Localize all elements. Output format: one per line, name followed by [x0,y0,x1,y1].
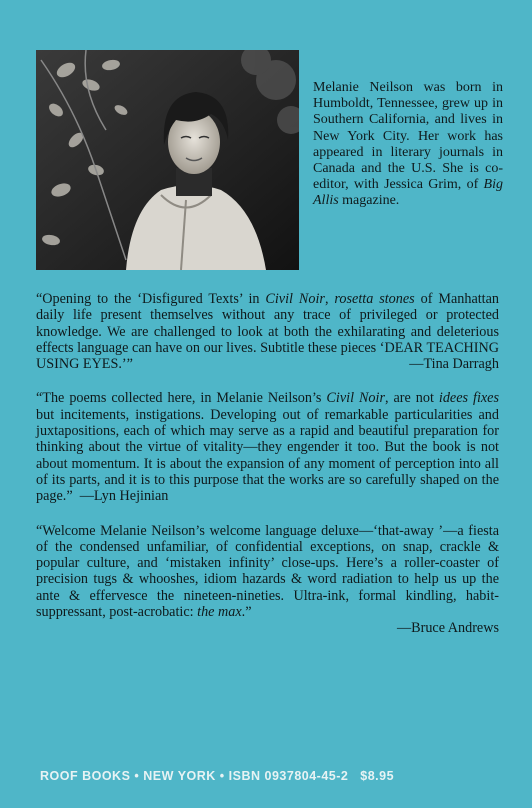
quote-attribution: —Tina Darragh [409,356,499,373]
footer-separator: • [219,769,225,783]
quote-text: “Welcome Melanie Neilson’s welcome language deluxe—‘that-away ’—a fiesta of the condensed unfamiliar, of confidential exceptions, on snap, crackle & popular culture, and ‘mistaken infinity’ close-ups. Here’s a roller-coaster of precision tugs & whooshes, idiom hazards & word radiation to help us up the ante & effervesce the nineteen-nineties. Ultra-ink, formal kindling, habit-suppressant, post-acrobatic: the max.” [36,522,499,621]
bio-magazine-title: Big Allis [313,177,503,209]
publisher-city: NEW YORK [143,769,216,783]
blurb-hejinian [36,390,499,504]
bio-text: Melanie Neilson was born in Humboldt, Tennessee, grew up in Southern California, and lives in New York City. Her work has appeared in literary journals in Canada and the U.S. She is co-editor, with Jessica Grim, of [313,80,503,193]
author-photo-image [36,50,299,270]
publisher-name: ROOF BOOKS [40,769,131,783]
author-bio [313,80,503,210]
blurbs [36,291,499,637]
isbn: ISBN 0937804-45-2 [228,769,349,783]
blurb-darragh [36,291,499,372]
blurb-andrews [36,523,499,621]
cover-footer [40,769,510,783]
quote-text: “The poems collected here, in Melanie Neilson’s Civil Noir, are not idees fixes but incitements, instigations. Developing out of remarkable particularities and juxtapositions, each of which may serve as a rapid and beautiful preparation for thinking about the virtue of vitality—they engender it too. But the book is not about momentum. It is about the expansion of any moment of perception into all of its parts, and it is to this purpose that the works are so carefully shaped on the page.” [36,390,500,505]
author-photo [36,50,299,270]
quote-attribution: —Bruce Andrews [396,620,499,637]
quote-text: “Opening to the ‘Disfigured Texts’ in Civil Noir, rosetta stones of Manhattan daily life present themselves without any trace of privileged or protected knowledge. We are challenged to look at both the exhilarating and deleterious effects language can have on our lives. Subtitle these pieces ‘DEAR TEACHING USING EYES.’” [36,291,500,373]
footer-separator: • [134,769,140,783]
bio-text-end: magazine. [338,193,400,209]
quote-attribution: —Lyn Hejinian [79,488,169,505]
price: $8.95 [360,769,395,783]
